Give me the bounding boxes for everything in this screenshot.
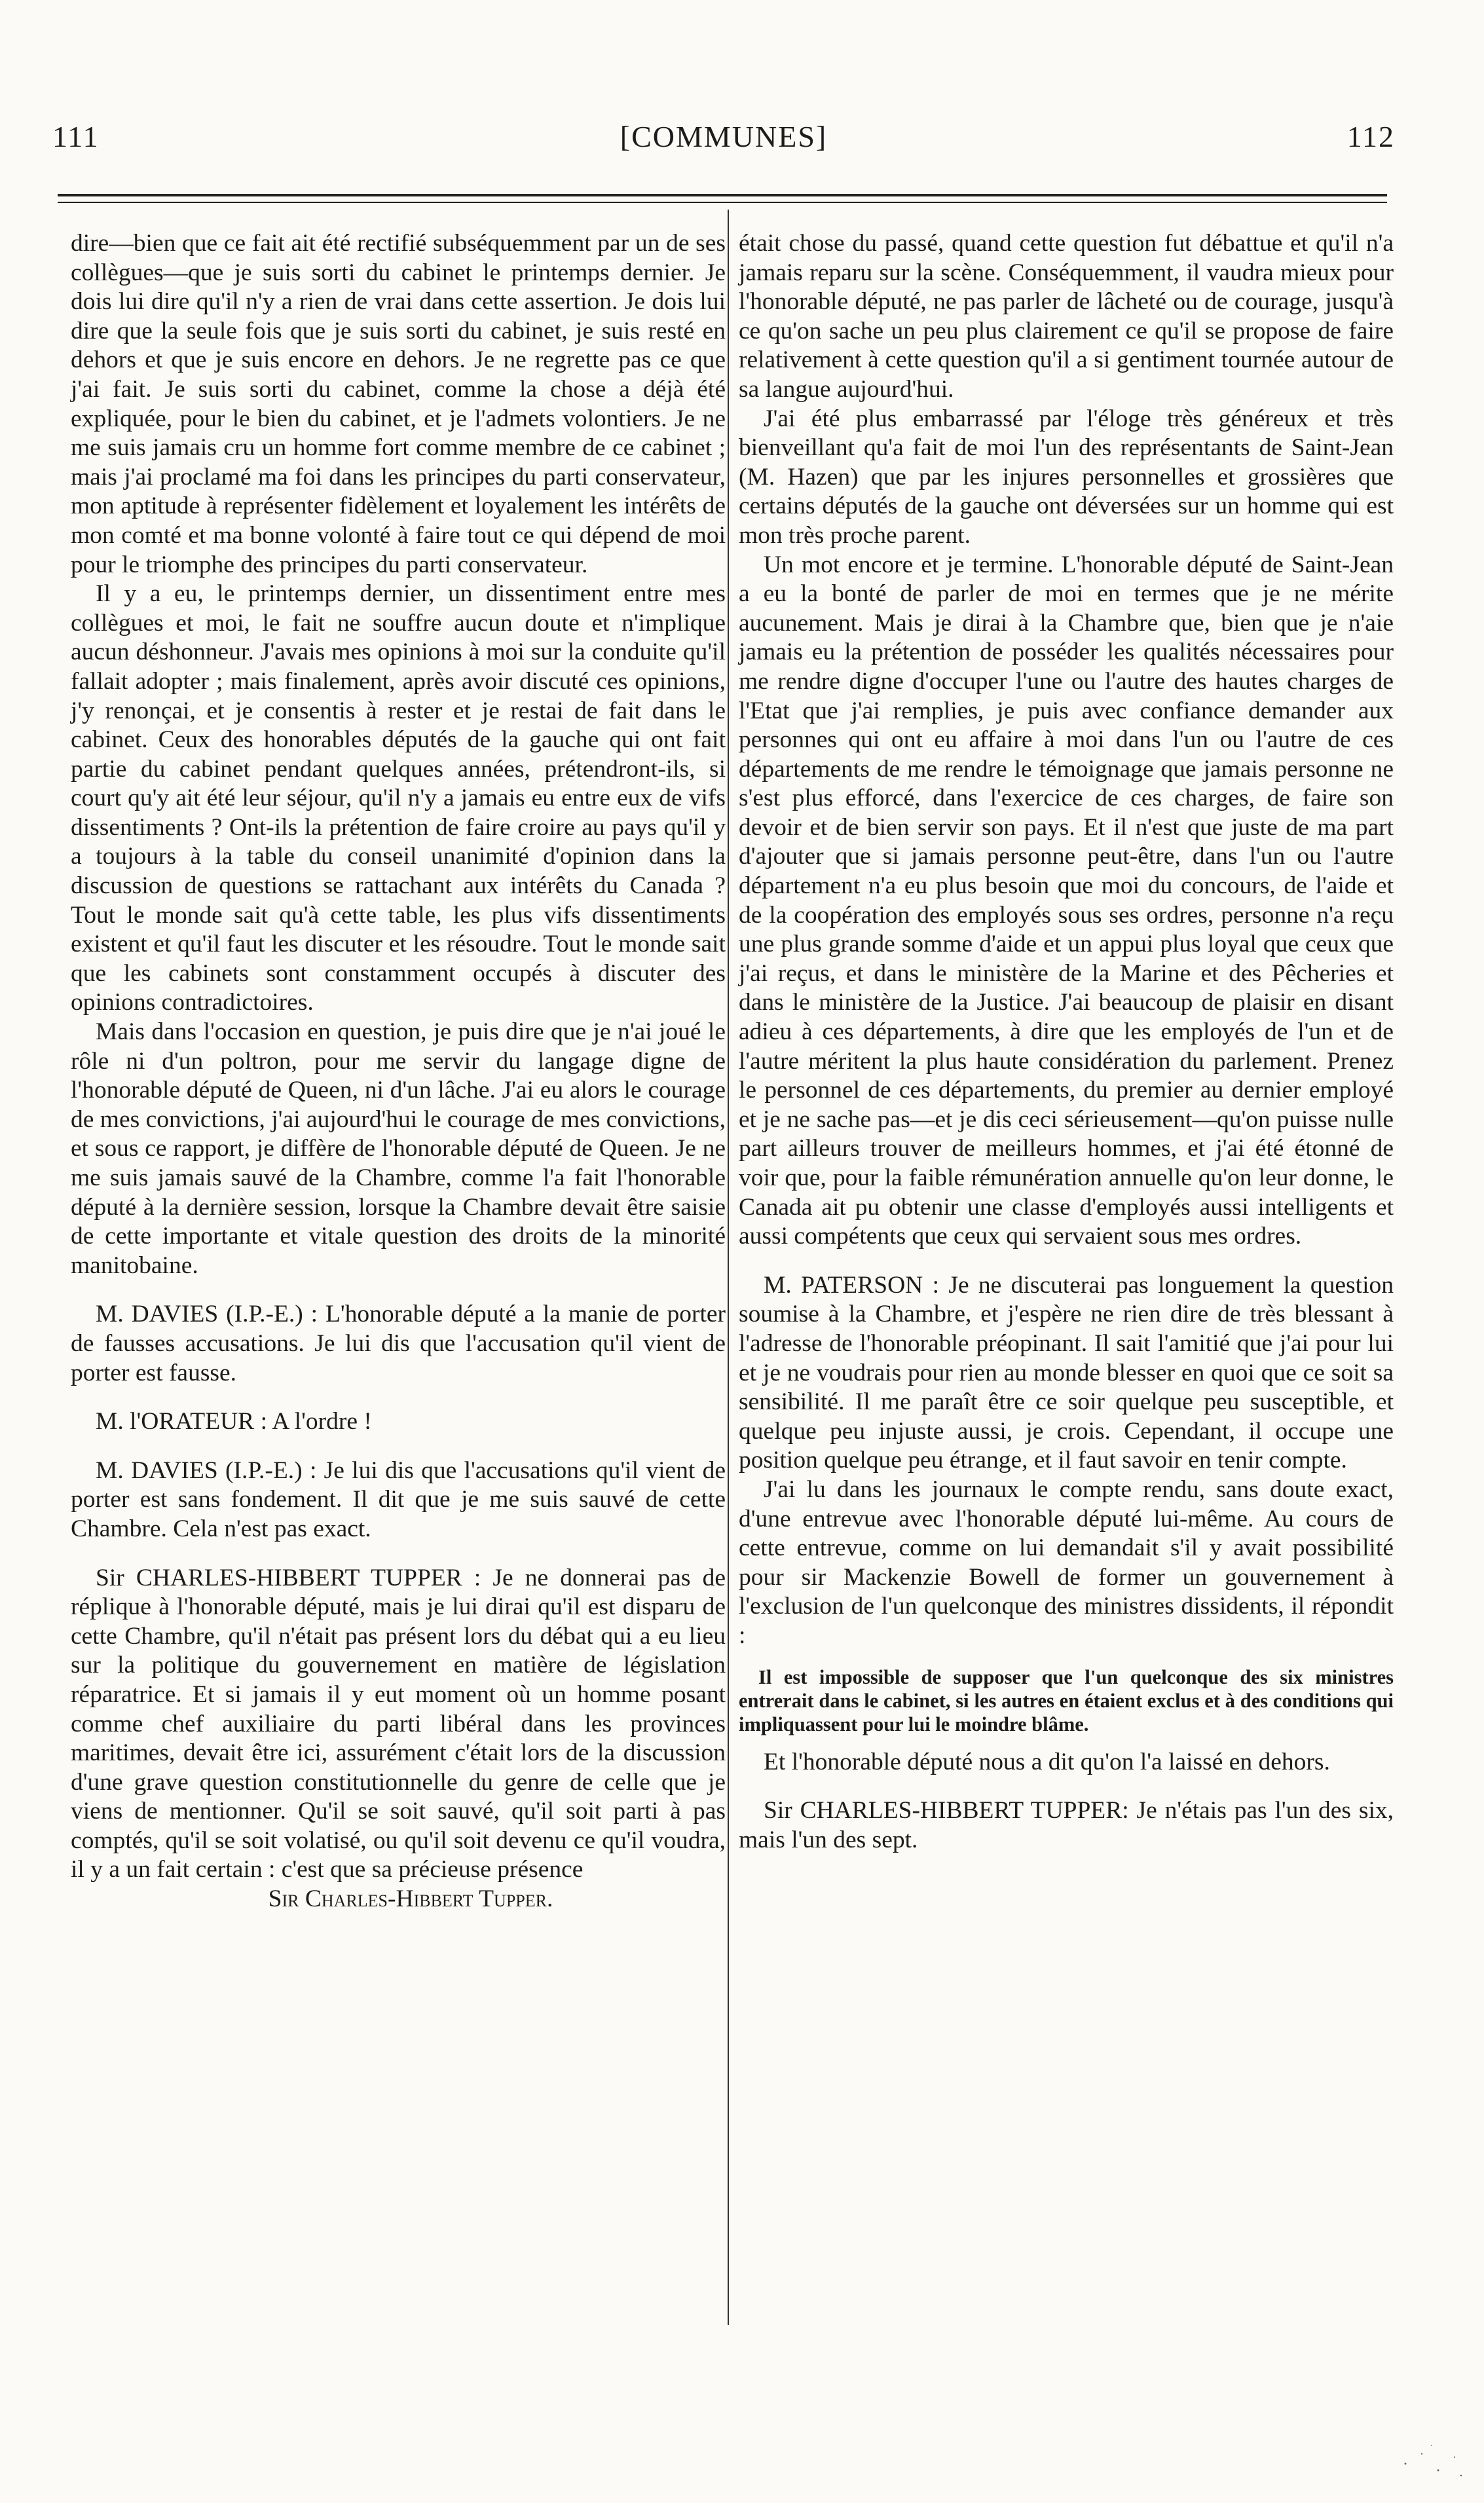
speaker-paragraph: M. DAVIES (I.P.-E.) : Je lui dis que l'accusations qu'il vient de porter est sans fondement. Il dit que je me suis sauvé de cette Chambre. Cela n'est pas exact. <box>71 1456 726 1542</box>
block-quote: Il est impossible de supposer que l'un quelconque des six ministres entrerait dans le cabinet, si les autres en étaient exclus et à des conditions qui impliquassent pour lui le moindre blâme. <box>739 1665 1394 1735</box>
speaker-paragraph: M. DAVIES (I.P.-E.) : L'honorable député a la manie de porter de fausses accusations. Je lui dis que l'accusation qu'il vient de porter est fausse. <box>71 1301 726 1386</box>
left-page-number: 111 <box>52 120 100 153</box>
speaker-paragraph: M. PATERSON : Je ne discuterai pas longuement la question soumise à la Chambre, et j'espère ne rien dire de très blessant à l'adresse de l'honorable préopinant. Il sait l'amitié que j'ai pour lui et je ne voudrais pour rien au monde blesser en quoi que ce soit sa sensibilité. Il me paraît être ce soir quelque peu susceptible, et quelque peu injuste aussi, je crois. Cependant, il occupe une position quelque peu étrange, et il faut savoir en tenir compte. <box>739 1271 1394 1474</box>
section-title: [COMMUNES] <box>620 120 828 153</box>
paragraph: Mais dans l'occasion en question, je puis dire que je n'ai joué le rôle ni d'un poltron, pour me servir du langage digne de l'honorable député de Queen, ni d'un lâche. J'ai eu alors le courage de mes convictions, j'ai aujourd'hui le courage de mes convictions, et sous ce rapport, je diffère de l'honorable député de Queen. Je ne me suis jamais sauvé de la Chambre, comme l'a fait l'honorable député à la dernière session, lorsque la Chambre devait être saisie de cette importante et vitale question des droits de la minorité manitobaine. <box>71 1018 726 1279</box>
paragraph: J'ai été plus embarrassé par l'éloge très généreux et très bienveillant qu'a fait de moi l'un des représentants de Saint-Jean (M. Hazen) que par les injures personnelles et grossières que certains députés de la gauche ont déversées sur un homme qui est mon très proche parent. <box>739 405 1394 549</box>
right-page-number: 112 <box>1346 120 1395 153</box>
running-speaker-name: Sir Charles-Hibbert Tupper. <box>268 1885 553 1913</box>
right-column <box>739 229 1394 1855</box>
header-rule-thick <box>58 194 1387 196</box>
paragraph: Un mot encore et je termine. L'honorable député de Saint-Jean a eu la bonté de parler de moi en termes que je ne mérite aucunement. Mais je dirai à la Chambre que, bien que je n'aie jamais eu la prétention de posséder les qualités nécessaires pour me rendre digne d'occuper l'une ou l'autre des hautes charges de l'Etat que j'ai remplies, je puis avec confiance demander aux personnes qui ont eu affaire à moi dans l'un ou l'autre de ces départements de me rendre le témoignage que jamais personne ne s'est plus efforcé, dans l'exercice de ces charges, de faire son devoir et de bien servir son pays. Et il n'est que juste de ma part d'ajouter que si jamais personne peut-être, dans l'un ou l'autre département n'a eu plus besoin que moi du concours, de l'aide et de la coopération des employés sous ses ordres, personne n'a reçu une plus grande somme d'aide et un appui plus loyal que ceux que j'ai reçus, et dans le ministère de la Marine et des Pêcheries et dans le ministère de la Justice. J'ai beaucoup de plaisir en disant adieu à ces départements, à dire que les employés de l'un et de l'autre méritent la plus haute considération du parlement. Prenez le personnel de ces départements, du premier au dernier employé et je ne sache pas—et je dis ceci sérieusement—qu'on puisse nulle part ailleurs trouver de meilleurs hommes, et j'ai été étonné de voir que, pour la faible rémunération annuelle qu'on leur donne, le Canada ait pu obtenir une classe d'employés aussi intelligents et aussi compétents que ceux qui servaient sous mes ordres. <box>739 551 1394 1250</box>
paragraph: dire—bien que ce fait ait été rectifié subséquemment par un de ses collègues—que je suis sorti du cabinet le printemps dernier. Je dois lui dire qu'il n'y a rien de vrai dans cette assertion. Je dois lui dire que la seule fois que je suis sorti du cabinet, je suis resté en dehors et que je suis encore en dehors. Je ne regrette pas ce que j'ai fait. Je suis sorti du cabinet, comme la chose a déjà été expliquée, pour le bien du cabinet, et je l'admets volontiers. Je ne me suis jamais cru un homme fort comme membre de ce cabinet ; mais j'ai proclamé ma foi dans les principes du parti conservateur, mon aptitude à représenter fidèlement et loyalement les intérêts de mon comté et ma bonne volonté à faire tout ce qui dépend de moi pour le triomphe des principes du parti conservateur. <box>71 230 726 578</box>
header-rule-thin <box>58 202 1387 203</box>
column-divider <box>728 210 729 2325</box>
speaker-paragraph: Sir CHARLES-HIBBERT TUPPER: Je n'étais pas l'un des six, mais l'un des sept. <box>739 1797 1394 1853</box>
paragraph: Et l'honorable député nous a dit qu'on l'a laissé en dehors. <box>764 1748 1330 1775</box>
speaker-paragraph: Sir CHARLES-HIBBERT TUPPER : Je ne donnerai pas de réplique à l'honorable député, mais je lui dirai qu'il est disparu de cette Chambre, qu'il n'était pas présent lors du débat qui a eu lieu sur la politique du gouvernement en matière de législation réparatrice. Et si jamais il y eut moment où un homme posant comme chef auxiliaire du parti libéral dans les provinces maritimes, devait être ici, assurément c'était lors de la discussion d'une grave question constitutionnelle du genre de celle que je viens de mentionner. Qu'il se soit sauvé, qu'il soit parti à pas comptés, qu'il se soit volatisé, ou qu'il soit devenu ce qu'il voudra, il y a un fait certain : c'est que sa précieuse présence <box>71 1564 726 1883</box>
paragraph: était chose du passé, quand cette question fut débattue et qu'il n'a jamais reparu sur la scène. Conséquemment, il vaudra mieux pour l'honorable député, ne pas parler de lâcheté ou de courage, jusqu'à ce qu'on sache un peu plus clairement ce qu'il se propose de faire relativement à cette question qu'il a si gentiment tournée autour de sa langue aujourd'hui. <box>739 230 1394 403</box>
page-header <box>52 113 1395 165</box>
scan-speckle-decoration <box>1392 2438 1471 2483</box>
speaker-paragraph: M. l'ORATEUR : A l'ordre ! <box>96 1408 372 1436</box>
paragraph: Il y a eu, le printemps dernier, un dissentiment entre mes collègues et moi, le fait ne souffre aucun doute et n'implique aucun déshonneur. J'avais mes opinions à moi sur la conduite qu'il fallait adopter ; mais finalement, après avoir discuté ces opinions, j'y renonçai, et je consentis à rester et je restai de fait dans le cabinet. Ceux des honorables députés de la gauche qui ont fait partie du cabinet pendant quelques années, prétendront-ils, si court qu'y ait été leur séjour, qu'il n'y a jamais eu entre eux de vifs dissentiments ? Ont-ils la prétention de faire croire au pays qu'il y a toujours à la table du conseil unanimité d'opinion dans la discussion de questions se rattachant aux intérêts du Canada ? Tout le monde sait qu'à cette table, les plus vifs dissentiments existent et qu'il faut les discuter et les résoudre. Tout le monde sait que les cabinets sont constamment occupés à discuter des opinions contradictoires. <box>71 580 726 1016</box>
paragraph: J'ai lu dans les journaux le compte rendu, sans doute exact, d'une entrevue avec l'honorable député lui-même. Au cours de cette entrevue, comme on lui demandait s'il y avait possibilité pour sir Mackenzie Bowell de former un gouvernement à l'exclusion de l'un quelconque des ministres dissidents, il répondit : <box>739 1475 1394 1649</box>
left-column <box>71 229 726 1914</box>
